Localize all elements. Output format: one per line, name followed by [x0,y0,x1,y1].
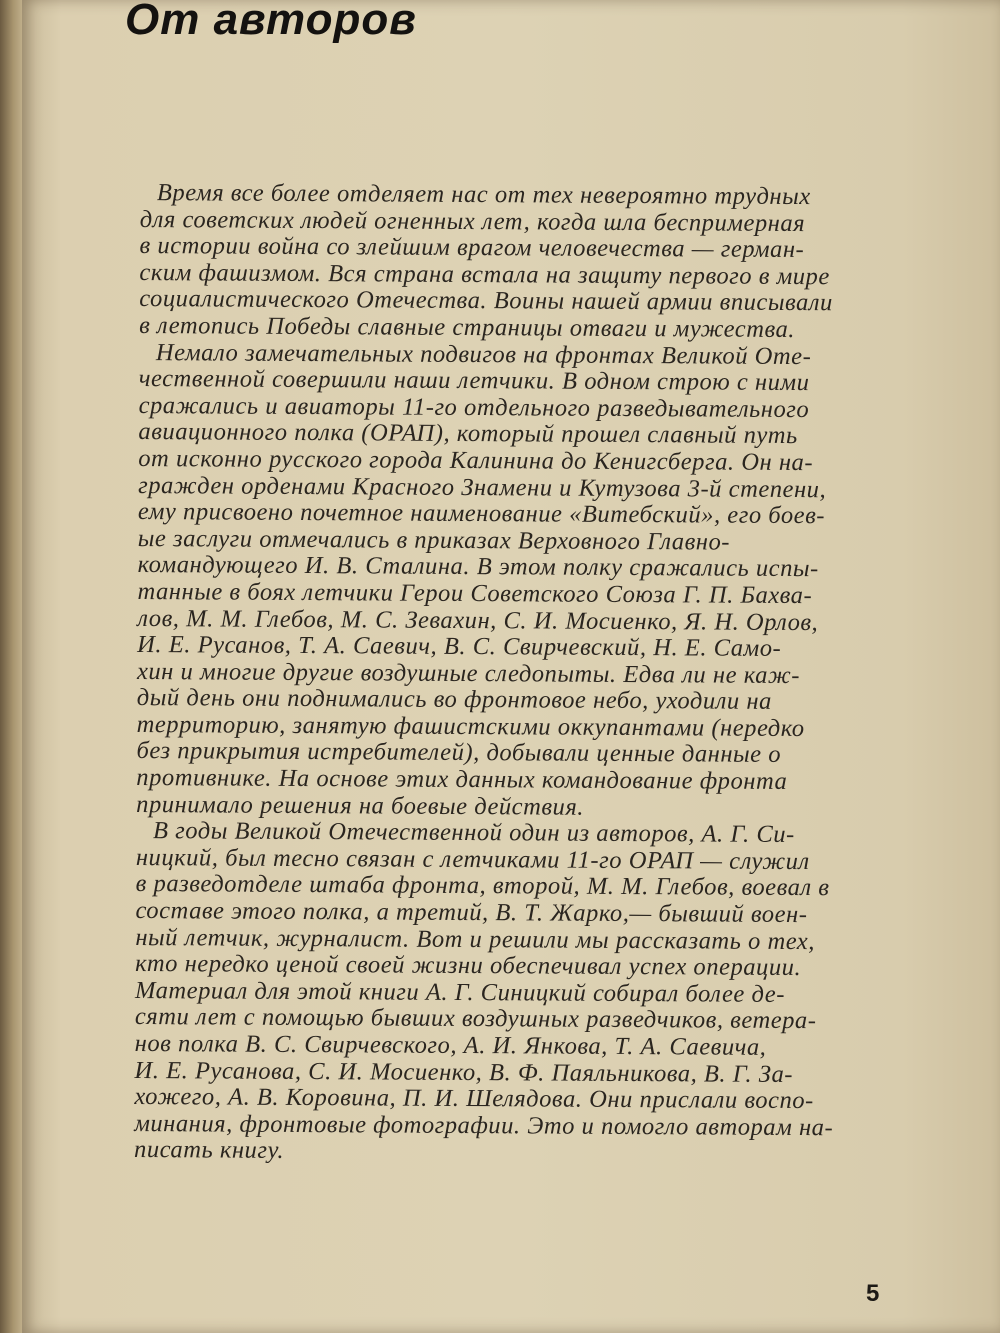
book-spine-edge [0,0,22,1333]
paragraph-line: от исконно русского города Калинина до Кенигсберга. Он на- [138,444,814,477]
paragraph-line: сяти лет с помощью бывших воздушных разведчиков, ветера- [134,1003,817,1035]
paragraph-line: составе этого полка, а третий, В. Т. Жарко,— бывший воен- [135,897,808,929]
paragraph-line: хин и многие другие воздушные следопыты. Едва ли не каж- [136,657,801,689]
paragraph-line: принимало решения на боевые действия. [136,790,585,821]
paragraph-line: дый день они поднимались во фронтовое небо, уходили на [136,684,772,716]
paragraph-line: ный летчик, журналист. Вот и решили мы рассказать о тех, [135,923,816,955]
paragraph-line: командующего И. В. Сталина. В этом полку сражались испы- [137,551,819,583]
paragraph-line: противнике. На основе этих данных командование фронта [136,764,788,796]
paragraph-line: в истории война со злейшим врагом человечества — герман- [139,232,805,264]
paragraph-line: танные в боях летчики Герои Советского Союза Г. П. Бахва- [137,577,813,610]
paragraph-line: лов, М. М. Глебов, М. С. Зевахин, С. И. Мосиенко, Я. Н. Орлов, [137,604,819,636]
page-number: 5 [866,1280,880,1307]
paragraph-line: сражались и авиаторы 11-го отдельного разведывательного [138,391,810,423]
paragraph-line: ему присвоено почетное наименование «Витебский», его боев- [137,498,826,530]
paragraph-line: ые заслуги отмечались в приказах Верховного Главно- [137,524,731,556]
paragraph-line: без прикрытия истребителей), добывали ценные данные о [136,737,782,769]
paragraph-line: авиационного полка (ОРАП), который прошел славный путь [138,418,798,450]
paragraph-line: ским фашизмом. Вся страна встала на защиту первого в мире [139,258,830,290]
paragraph-first-line: В годы Великой Отечественной один из авторов, А. Г. Си- [152,817,795,849]
paragraph-line: ницкий, был тесно связан с летчиками 11-го ОРАП — служил [135,843,810,875]
paragraph-line: чественной совершили наши летчики. В одном строю с ними [138,365,810,397]
paragraph-line: хожего, А. В. Коровина, П. И. Шелядова. Они прислали воспо- [134,1083,814,1115]
paragraph-first-line: Время все более отделяет нас от тех невероятно трудных [156,179,811,211]
paragraph-line: писать книгу. [133,1136,285,1165]
paragraph-line: гражден орденами Красного Знамени и Кутузова 3-й степени, [138,471,827,503]
paragraph-line: для советских людей огненных лет, когда шла беспримерная [139,205,806,237]
paragraph-line: И. Е. Русанова, С. И. Мосиенко, В. Ф. Паяльникова, В. Г. За- [134,1056,794,1088]
paragraph-line: Материал для этой книги А. Г. Синицкий собирал более де- [134,976,786,1008]
paragraph-line: нов полка В. С. Свирчевского, А. И. Янкова, Т. А. Саевича, [134,1029,767,1061]
paragraph-line: И. Е. Русанов, Т. А. Саевич, В. С. Свирчевский, Н. Е. Само- [137,631,782,663]
paragraph-first-line: Немало замечательных подвигов на фронтах Великой Оте- [155,338,812,370]
paragraph-line: кто нередко ценой своей жизни обеспечивал успех операции. [135,950,802,982]
paragraph-line: минания, фронтовые фотографии. Это и помогло авторам на- [134,1109,834,1142]
body-text [134,180,888,1169]
paragraph-line: территорию, занятую фашистскими оккупантами (нередко [136,710,805,742]
paragraph-line: социалистического Отечества. Воины нашей армии вписывали [139,285,833,317]
paragraph-line: в разведотделе штаба фронта, второй, М. М. Глебов, воевал в [135,870,830,902]
page-heading: От авторов [125,0,417,44]
paragraph-line: в летопись Победы славные страницы отваги и мужества. [139,311,796,343]
